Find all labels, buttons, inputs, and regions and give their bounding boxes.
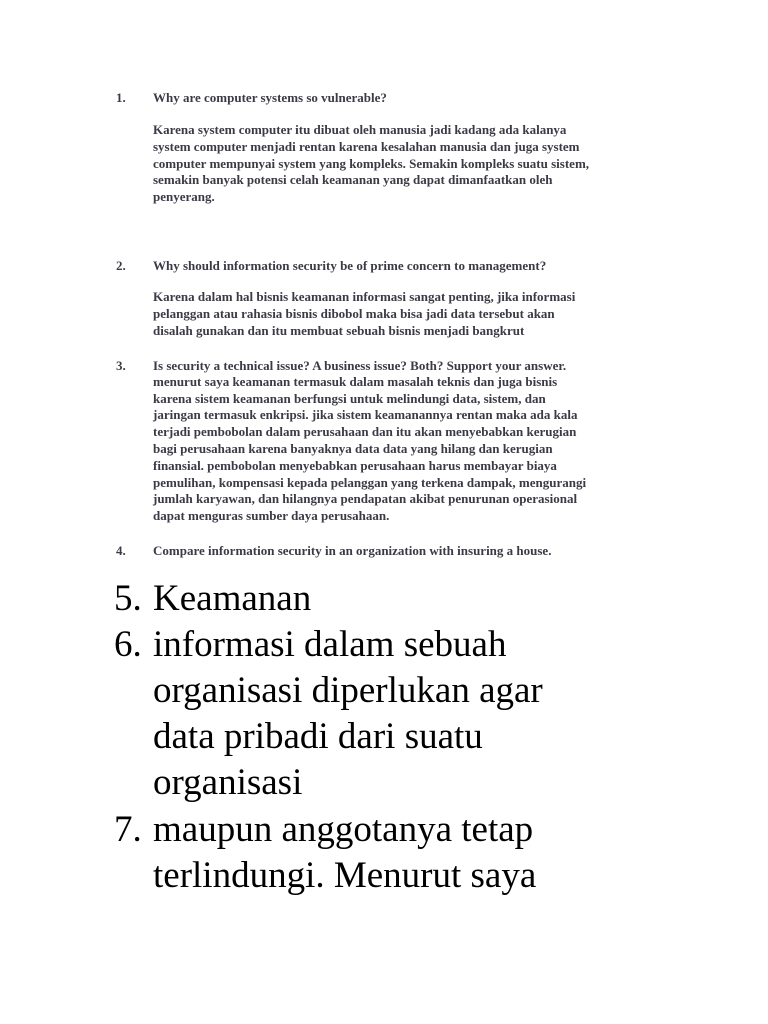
list-number: 7. xyxy=(114,809,142,850)
question-number: 2. xyxy=(116,258,126,273)
list-line: organisasi diperlukan agar xyxy=(153,670,543,711)
question-number: 1. xyxy=(116,90,126,105)
question-number: 4. xyxy=(116,543,126,558)
answer-line: pemulihan, kompensasi kepada pelanggan yang terkena dampak, mengurangi xyxy=(153,474,587,490)
question-item-3 xyxy=(116,357,676,527)
question-number: 3. xyxy=(116,358,126,373)
answer-line: jaringan termasuk enkripsi. jika sistem keamanannya rentan maka ada kala xyxy=(153,407,578,423)
question-text: Is security a technical issue? A business issue? Both? Support your answer. xyxy=(153,358,567,373)
answer-line: penyerang. xyxy=(153,189,215,205)
list-text xyxy=(153,807,673,899)
answer-line: terjadi pembobolan dalam perusahaan dan itu akan menyebabkan kerugian xyxy=(153,424,577,440)
question-item-4 xyxy=(116,542,676,562)
list-line: organisasi xyxy=(153,762,303,803)
question-item-1 xyxy=(116,89,676,209)
list-line: data pribadi dari suatu xyxy=(153,716,483,757)
answer-line: menurut saya keamanan termasuk dalam masalah teknis dan juga bisnis xyxy=(153,373,558,389)
answer-line: pelanggan atau rahasia bisnis dibobol maka bisa jadi data tersebut akan xyxy=(153,305,555,321)
answer-line: computer mempunyai system yang kompleks. Semakin kompleks suatu sistem, xyxy=(153,155,590,171)
answer-line: Karena dalam hal bisnis keamanan informasi sangat penting, jika informasi xyxy=(153,289,576,304)
answer-line: bagi perusahaan karena banyaknya data data yang hilang dan kerugian xyxy=(153,440,553,456)
answer-line: finansial. pembobolan menyebabkan perusahaan harus membayar biaya xyxy=(153,457,557,473)
answer-line: disalah gunakan dan itu membuat sebuah bisnis menjadi bangkrut xyxy=(153,322,525,338)
question-text: Why are computer systems so vulnerable? xyxy=(153,90,387,105)
answer-line: Karena system computer itu dibuat oleh manusia jadi kadang ada kalanya xyxy=(153,122,567,137)
question-text: Why should information security be of prime concern to management? xyxy=(153,258,547,273)
list-number: 5. xyxy=(114,578,142,619)
question-text: Compare information security in an organization with insuring a house. xyxy=(153,543,552,558)
answer-line: semakin banyak potensi celah keamanan yang dapat dimanfaatkan oleh xyxy=(153,172,553,188)
answer-line: system computer menjadi rentan karena kesalahan manusia dan juga system xyxy=(153,138,580,154)
list-line: terlindungi. Menurut saya xyxy=(153,855,537,896)
list-line: maupun anggotanya tetap xyxy=(153,809,534,850)
list-line: Keamanan xyxy=(153,578,312,619)
list-text xyxy=(153,576,673,622)
answer-line: karena sistem keamanan berfungsi untuk melindungi data, sistem, dan xyxy=(153,390,546,406)
answer-line: jumlah karyawan, dan hilangnya pendapatan akibat penurunan operasional xyxy=(153,491,578,507)
answer-text xyxy=(153,374,683,525)
list-text xyxy=(153,622,673,806)
list-number: 6. xyxy=(114,624,142,665)
answer-text xyxy=(153,289,683,339)
question-item-2 xyxy=(116,257,676,342)
list-line: informasi dalam sebuah xyxy=(153,624,507,665)
answer-line: dapat menguras sumber daya perusahaan. xyxy=(153,508,390,524)
answer-text xyxy=(153,122,683,206)
